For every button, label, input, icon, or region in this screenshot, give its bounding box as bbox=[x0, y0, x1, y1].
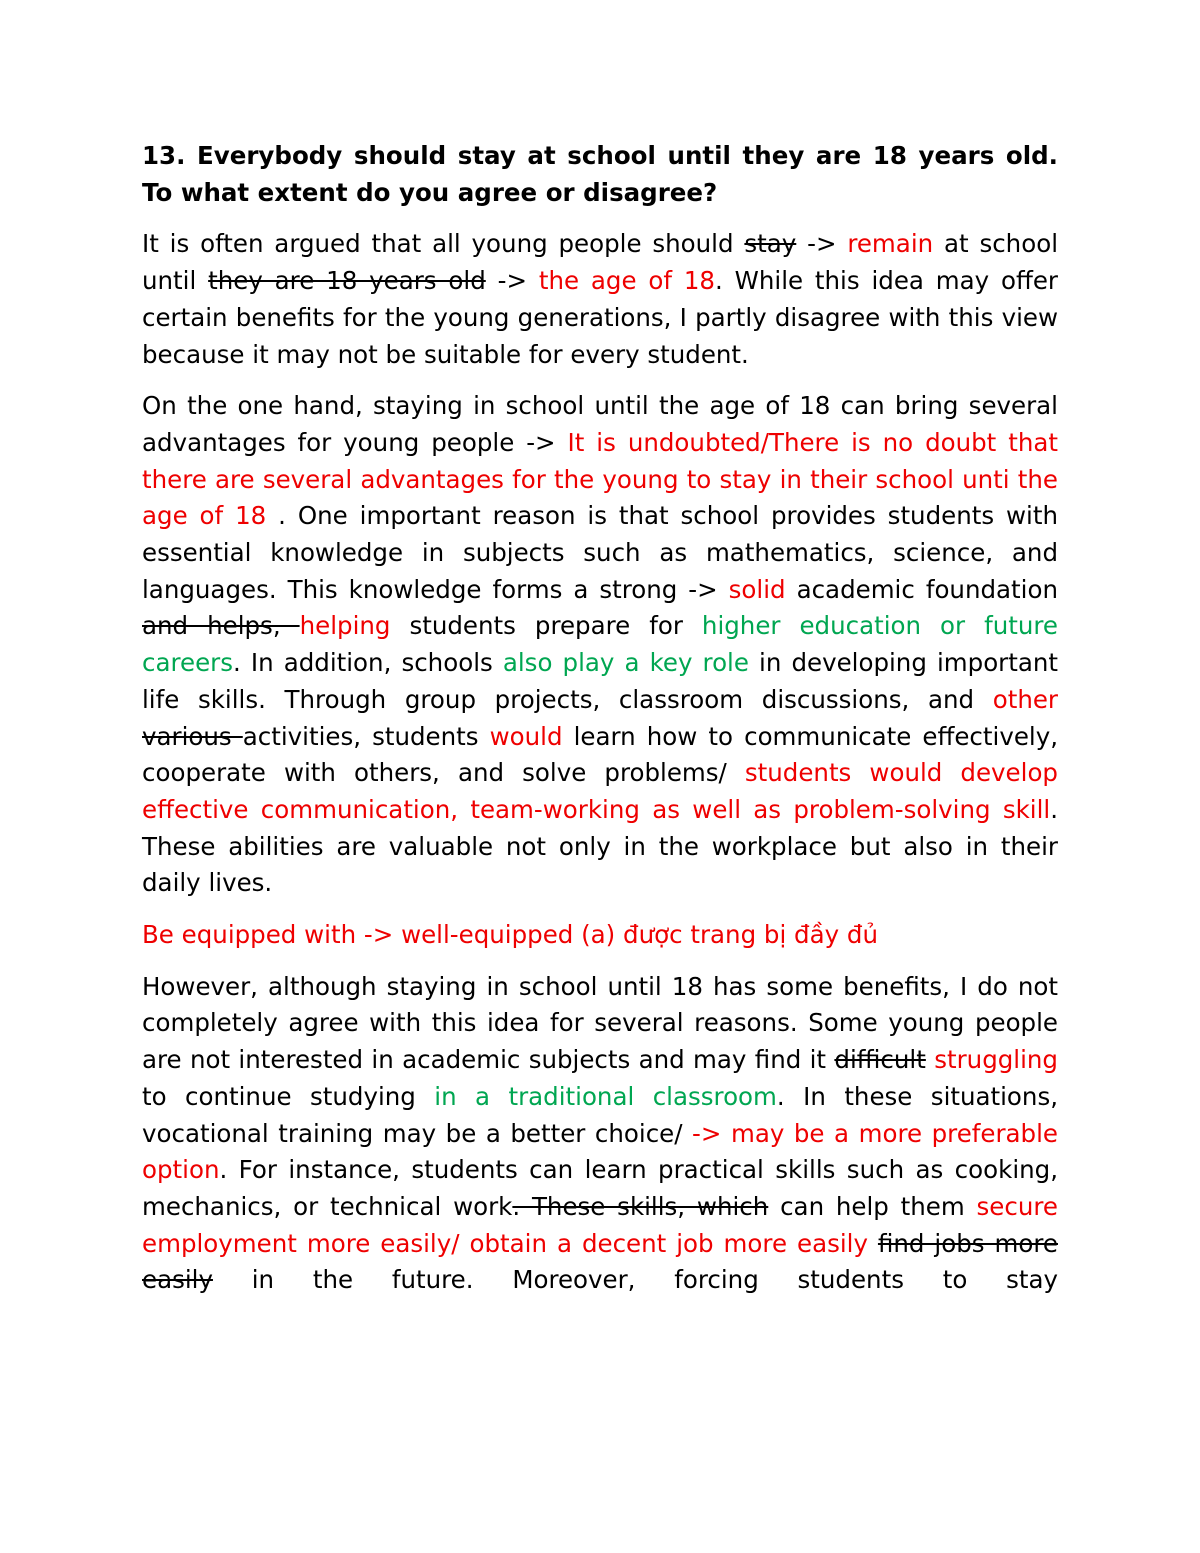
strikethrough-text: various bbox=[142, 721, 243, 751]
correction-text: It is undoubted/There is no doubt that there are several advantages for the young to stay in their school unti the age of 18 bbox=[142, 427, 1058, 531]
text-span: can help them bbox=[768, 1191, 977, 1221]
text-span bbox=[926, 1045, 934, 1074]
text-span bbox=[868, 1229, 878, 1258]
vocabulary-note: Be equipped with -> well-equipped (a) được trang bị đầy đủ bbox=[142, 920, 878, 950]
document-page bbox=[142, 138, 1058, 1314]
text-span: . One important reason is that school provides students with essential knowledge in subjects such as mathematics, science, and languages. This knowledge forms a strong -> bbox=[142, 501, 1058, 604]
text-span: . For instance, students can learn practical skills such as cooking, mechanics, or technical work bbox=[142, 1155, 1058, 1221]
text-span: It is often argued that all young people should bbox=[142, 229, 745, 259]
correction-text: other bbox=[992, 684, 1058, 714]
strikethrough-text: difficult bbox=[834, 1045, 926, 1075]
text-span: academic foundation bbox=[785, 574, 1058, 604]
paragraph-body-2 bbox=[142, 969, 1058, 1299]
text-span: . In addition, schools bbox=[233, 648, 503, 678]
correction-text: secure employment more easily/ obtain a decent job more easily bbox=[142, 1191, 1058, 1258]
strikethrough-text: and helps, bbox=[142, 611, 300, 641]
highlight-text: higher education or future careers bbox=[142, 611, 1059, 678]
text-span: -> bbox=[485, 266, 539, 296]
correction-text: struggling bbox=[934, 1045, 1058, 1075]
highlight-text: in a traditional classroom bbox=[434, 1081, 777, 1111]
text-span: at school until bbox=[142, 229, 1058, 296]
correction-text: helping bbox=[299, 611, 391, 641]
text-span: activities, students bbox=[242, 721, 490, 751]
strikethrough-text: . These skills, which bbox=[512, 1191, 769, 1221]
correction-text: -> may be a more preferable option bbox=[142, 1118, 1058, 1185]
text-span: However, although staying in school until 18 has some benefits, I do not completely agree with this idea for several reasons. Some young people are not interested in academic subjects and may find it bbox=[142, 971, 1058, 1075]
text-span: learn how to communicate effectively, cooperate with others, and solve problems/ bbox=[142, 721, 1058, 788]
text-span: . While this idea may offer certain benefits for the young generations, I partly disagree with this view because it may not be suitable for every student. bbox=[142, 266, 1058, 369]
text-span: -> bbox=[796, 229, 848, 259]
correction-text: would bbox=[489, 721, 563, 751]
paragraph-body-1 bbox=[142, 388, 1058, 902]
strikethrough-text: stay bbox=[744, 229, 797, 259]
correction-text: solid bbox=[728, 574, 786, 604]
paragraph-intro bbox=[142, 226, 1058, 373]
correction-text: the age of 18 bbox=[538, 266, 716, 296]
text-span: students prepare for bbox=[390, 611, 702, 641]
correction-text: remain bbox=[847, 229, 934, 259]
essay-title: 13. Everybody should stay at school until they are 18 years old. To what extent do you agree or disagree? bbox=[142, 141, 1058, 207]
strikethrough-text: they are 18 years old bbox=[208, 266, 486, 296]
correction-text: students would develop effective communication, team-working as well as problem-solving skill bbox=[142, 758, 1058, 824]
text-span: in developing important life skills. Through group projects, classroom discussions, and bbox=[142, 648, 1059, 714]
text-span: to continue studying bbox=[142, 1081, 435, 1111]
highlight-text: also play a key role bbox=[502, 648, 749, 678]
text-span: . In these situations, vocational training may be a better choice/ bbox=[142, 1081, 1059, 1148]
text-span: On the one hand, staying in school until the age of 18 can bring several advantages for young people -> bbox=[142, 391, 1058, 457]
strikethrough-text: find jobs more easily bbox=[142, 1228, 1058, 1295]
text-span: . These abilities are valuable not only in the workplace but also in their daily lives. bbox=[142, 794, 1058, 898]
text-span: in the future. Moreover, forcing students to stay bbox=[212, 1265, 1058, 1295]
